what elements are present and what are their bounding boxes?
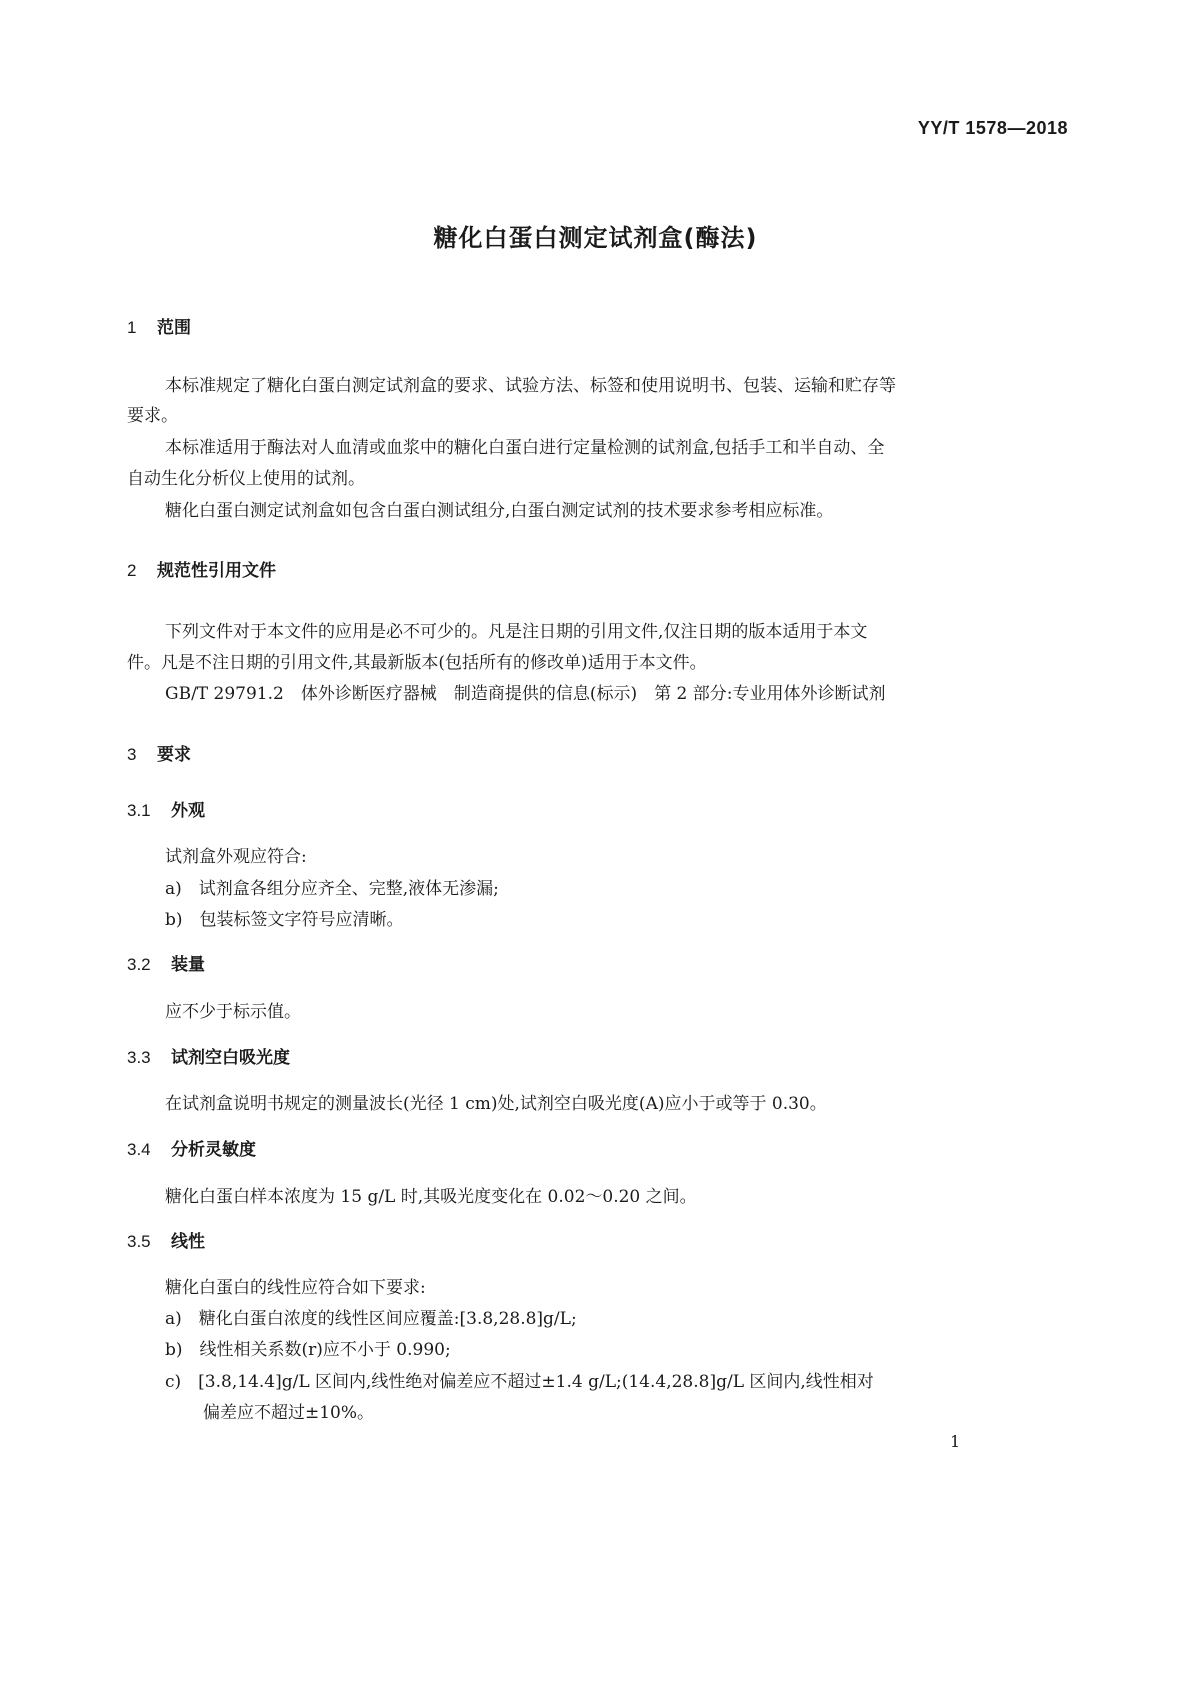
section-title: 分析灵敏度 [171, 1140, 256, 1160]
section-number: 2 [127, 561, 137, 580]
section-title: 装量 [171, 955, 205, 975]
paragraph: 糖化白蛋白的线性应符合如下要求: [165, 1278, 426, 1298]
section-number: 3.5 [127, 1232, 151, 1251]
section-3-3-heading [127, 1043, 290, 1068]
section-title: 外观 [171, 801, 205, 821]
paragraph: 要求。 [127, 406, 178, 426]
standard-code: YY/T 1578—2018 [917, 118, 1068, 138]
list-item: a) 糖化白蛋白浓度的线性区间应覆盖:[3.8,28.8]g/L; [165, 1309, 577, 1329]
section-3-5-heading [127, 1227, 205, 1252]
section-2-heading [127, 556, 276, 581]
section-title: 范围 [157, 318, 191, 338]
section-number: 3.2 [127, 955, 151, 974]
paragraph: 本标准适用于酶法对人血清或血浆中的糖化白蛋白进行定量检测的试剂盒,包括手工和半自动、全 [165, 438, 885, 458]
section-3-2-heading [127, 950, 205, 975]
paragraph: 本标准规定了糖化白蛋白测定试剂盒的要求、试验方法、标签和使用说明书、包装、运输和贮存等 [165, 376, 896, 396]
section-title: 要求 [157, 745, 191, 765]
paragraph: 件。凡是不注日期的引用文件,其最新版本(包括所有的修改单)适用于本文件。 [127, 653, 707, 673]
normative-reference: GB/T 29791.2 体外诊断医疗器械 制造商提供的信息(标示) 第 2 部分:专业用体外诊断试剂 [165, 684, 886, 704]
paragraph: 应不少于标示值。 [165, 1002, 301, 1022]
paragraph: 自动生化分析仪上使用的试剂。 [127, 469, 365, 489]
section-number: 3.4 [127, 1140, 151, 1159]
section-3-1-heading [127, 796, 205, 821]
paragraph: 在试剂盒说明书规定的测量波长(光径 1 cm)处,试剂空白吸光度(A)应小于或等于 0.30。 [165, 1094, 827, 1114]
paragraph: 糖化白蛋白测定试剂盒如包含白蛋白测试组分,白蛋白测定试剂的技术要求参考相应标准。 [165, 501, 834, 521]
list-item: b) 线性相关系数(r)应不小于 0.990; [165, 1340, 451, 1360]
section-number: 3 [127, 745, 137, 764]
section-title: 规范性引用文件 [157, 561, 276, 581]
list-item: a) 试剂盒各组分应齐全、完整,液体无渗漏; [165, 879, 499, 899]
section-1-heading [127, 313, 191, 338]
section-number: 3.3 [127, 1048, 151, 1067]
list-item: b) 包装标签文字符号应清晰。 [165, 910, 404, 930]
section-title: 线性 [171, 1232, 205, 1252]
document-title: 糖化白蛋白测定试剂盒(酶法) [433, 224, 758, 252]
section-title: 试剂空白吸光度 [171, 1048, 290, 1068]
paragraph: 试剂盒外观应符合: [165, 847, 307, 867]
list-item-continuation: 偏差应不超过±10%。 [203, 1403, 375, 1423]
section-number: 1 [127, 318, 137, 337]
section-number: 3.1 [127, 801, 151, 820]
list-item: c) [3.8,14.4]g/L 区间内,线性绝对偏差应不超过±1.4 g/L;(14.4,28.8]g/L 区间内,线性相对 [165, 1372, 874, 1392]
page-number: 1 [950, 1432, 961, 1451]
paragraph: 糖化白蛋白样本浓度为 15 g/L 时,其吸光度变化在 0.02～0.20 之间。 [165, 1187, 697, 1207]
section-3-4-heading [127, 1135, 256, 1160]
section-3-heading [127, 740, 191, 765]
paragraph: 下列文件对于本文件的应用是必不可少的。凡是注日期的引用文件,仅注日期的版本适用于本文 [165, 622, 868, 642]
